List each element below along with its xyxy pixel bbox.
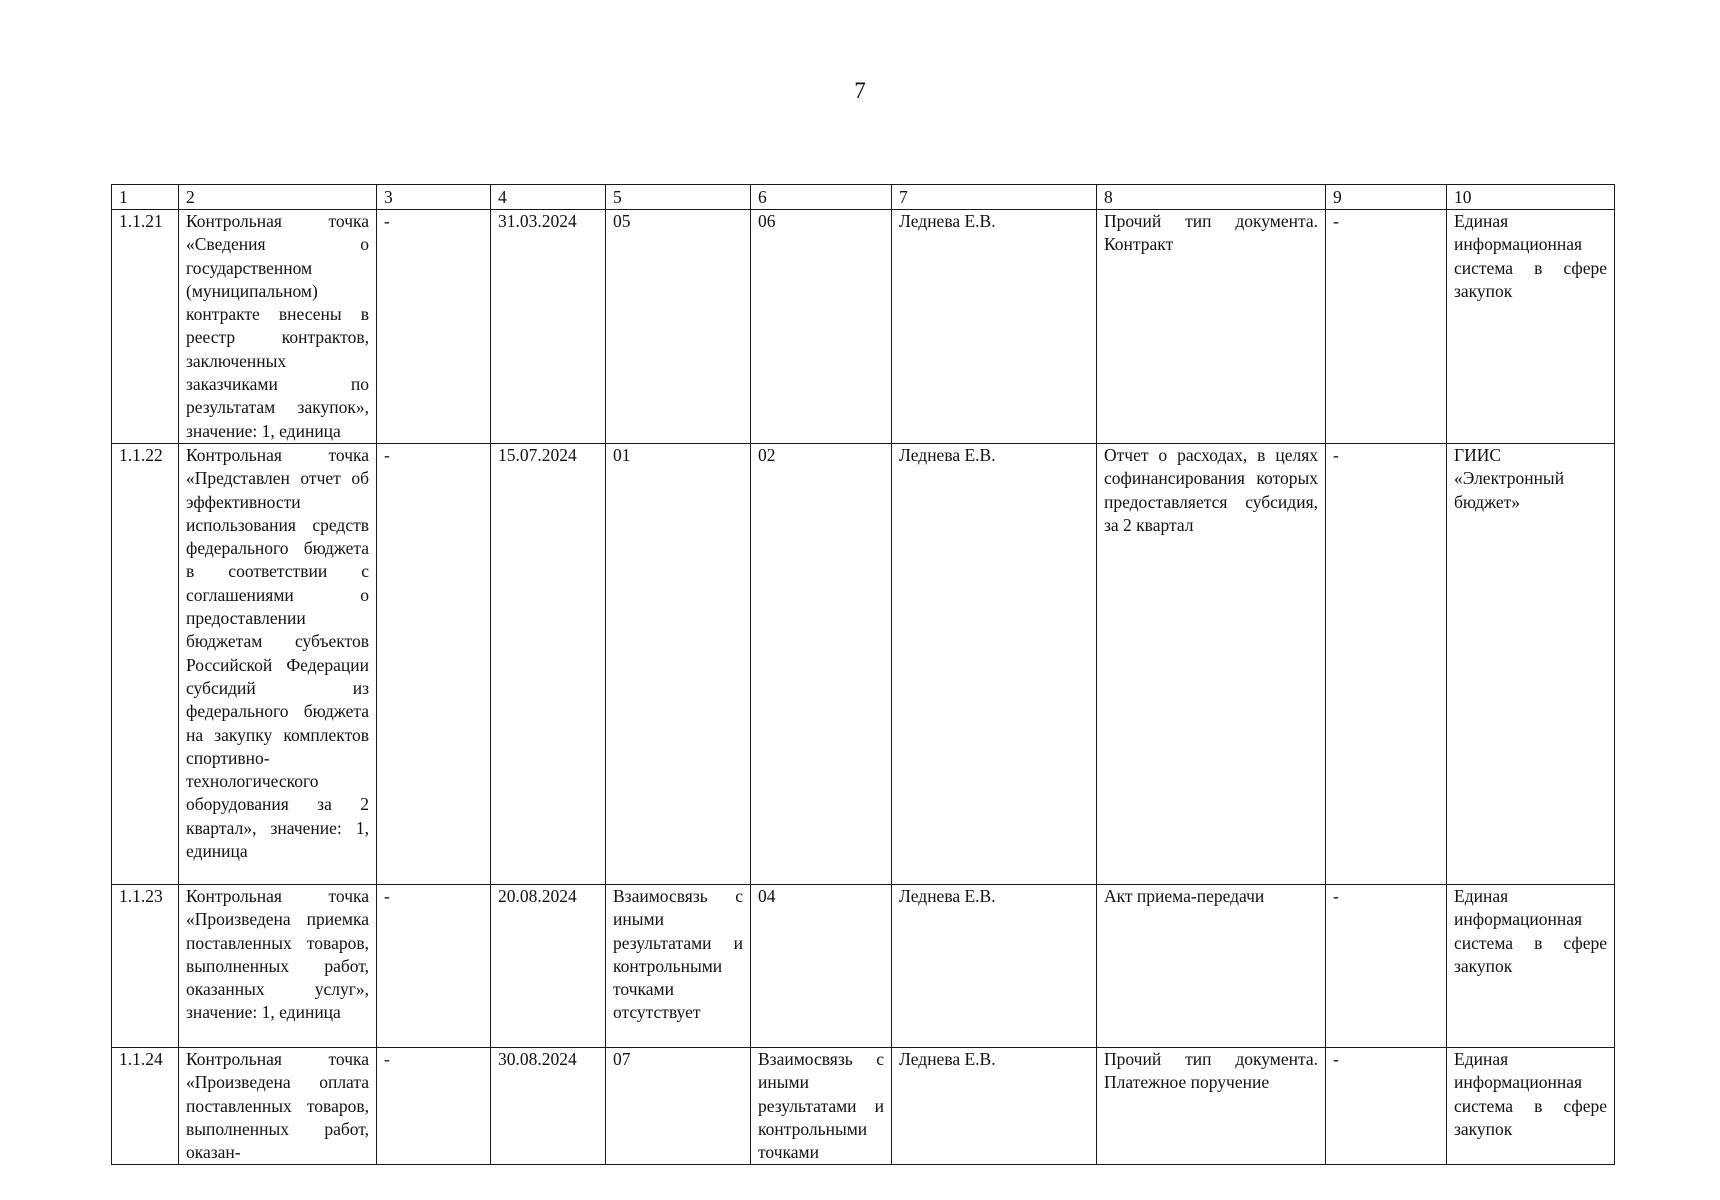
responsible-cell: Леднева Е.В. (892, 210, 1097, 444)
row-id-cell: 1.1.24 (112, 1047, 179, 1164)
row-id-cell: 1.1.21 (112, 210, 179, 444)
header-cell: 7 (892, 185, 1097, 210)
document-cell: Прочий тип документа. Платежное поручение (1097, 1047, 1326, 1164)
page-number: 7 (854, 78, 866, 103)
system-cell: Единая информационная система в сфере закупок (1447, 884, 1615, 1047)
header-cell: 1 (112, 185, 179, 210)
table-row (112, 1047, 1615, 1164)
description-cell: Контрольная точка «Представлен отчет об эффективности использования средств федерального бюджета в соответствии с соглашениями о предоставлении бюджетам субъектов Российской Федерации субсидий из федерального бюджета на закупку комплектов спортивно-технологического оборудования за 2 квартал», значение: 1, единица (179, 443, 377, 884)
table-header-row (112, 185, 1615, 210)
header-cell: 10 (1447, 185, 1615, 210)
system-cell: ГИИС «Электронный бюджет» (1447, 443, 1615, 884)
document-cell: Прочий тип документа. Контракт (1097, 210, 1326, 444)
document-cell: Отчет о расходах, в целях софинансирования которых предоставляется субсидия, за 2 квартал (1097, 443, 1326, 884)
row-id-cell: 1.1.23 (112, 884, 179, 1047)
date-cell: 31.03.2024 (491, 210, 606, 444)
description-cell: Контрольная точка «Произведена оплата поставленных товаров, выполненных работ, оказан- (179, 1047, 377, 1164)
header-cell: 9 (1326, 185, 1447, 210)
col5-cell: Взаимосвязь с иными результатами и контрольными точками отсутствует (606, 884, 751, 1047)
col9-cell: - (1326, 1047, 1447, 1164)
col3-cell: - (377, 1047, 491, 1164)
header-cell: 5 (606, 185, 751, 210)
date-cell: 20.08.2024 (491, 884, 606, 1047)
system-cell: Единая информационная система в сфере закупок (1447, 210, 1615, 444)
col6-cell: 06 (751, 210, 892, 444)
col5-cell: 01 (606, 443, 751, 884)
header-cell: 3 (377, 185, 491, 210)
col9-cell: - (1326, 884, 1447, 1047)
header-cell: 2 (179, 185, 377, 210)
col9-cell: - (1326, 443, 1447, 884)
responsible-cell: Леднева Е.В. (892, 443, 1097, 884)
col3-cell: - (377, 884, 491, 1047)
col6-cell: 02 (751, 443, 892, 884)
system-cell: Единая информационная система в сфере закупок (1447, 1047, 1615, 1164)
col6-cell: 04 (751, 884, 892, 1047)
responsible-cell: Леднева Е.В. (892, 1047, 1097, 1164)
header-cell: 6 (751, 185, 892, 210)
date-cell: 15.07.2024 (491, 443, 606, 884)
col6-cell: Взаимосвязь с иными результатами и контрольными точками (751, 1047, 892, 1164)
description-cell: Контрольная точка «Сведения о государственном (муниципальном) контракте внесены в реестр контрактов, заключенных заказчиками по результатам закупок», значение: 1, единица (179, 210, 377, 444)
header-cell: 4 (491, 185, 606, 210)
col9-cell: - (1326, 210, 1447, 444)
col5-cell: 05 (606, 210, 751, 444)
responsible-cell: Леднева Е.В. (892, 884, 1097, 1047)
date-cell: 30.08.2024 (491, 1047, 606, 1164)
table-row (112, 210, 1615, 444)
col5-cell: 07 (606, 1047, 751, 1164)
control-points-table (111, 184, 1615, 1165)
table-row (112, 884, 1615, 1047)
col3-cell: - (377, 443, 491, 884)
header-cell: 8 (1097, 185, 1326, 210)
document-cell: Акт приема-передачи (1097, 884, 1326, 1047)
row-id-cell: 1.1.22 (112, 443, 179, 884)
col3-cell: - (377, 210, 491, 444)
description-cell: Контрольная точка «Произведена приемка поставленных товаров, выполненных работ, оказанных услуг», значение: 1, единица (179, 884, 377, 1047)
table-row (112, 443, 1615, 884)
